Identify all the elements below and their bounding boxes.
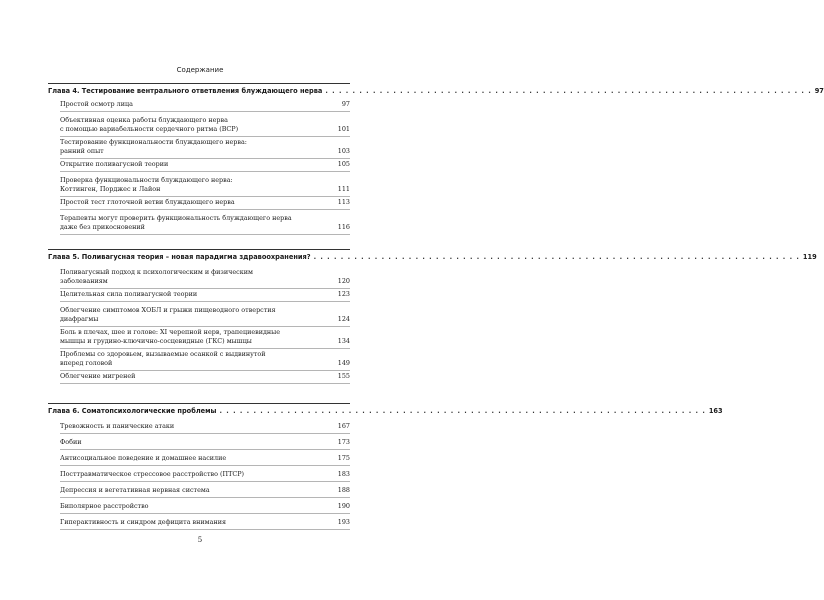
toc-entry[interactable]: [60, 486, 350, 498]
toc-entry-line: [60, 100, 350, 109]
chapter-heading[interactable]: [48, 86, 824, 97]
toc-entry-line: [60, 198, 350, 207]
chapter-page-number: 119: [802, 253, 817, 261]
toc-entry[interactable]: [60, 306, 350, 327]
toc-entry-line: [60, 176, 350, 185]
dot-leader: . . . . . . . . . . . . . . . . . . . . . . . . . . . . . . . . . . . . . . . . . . . . . . . . . . . . . . . . . . . . . . . . . . . . . . . .: [313, 253, 800, 261]
toc-entry[interactable]: [60, 214, 350, 235]
chapter-rule: [48, 83, 350, 84]
toc-entry-page-number: 116: [337, 223, 350, 231]
toc-entry[interactable]: [60, 290, 350, 302]
toc-entry[interactable]: [60, 138, 350, 159]
toc-entry-line: [60, 454, 350, 463]
toc-entry-text: Облегчение мигреней: [60, 372, 136, 380]
toc-entry[interactable]: [60, 350, 350, 371]
dot-leader: . . . . . . . . . . . . . . . . . . . . . . . . . . . . . . . . . . . . . . . . . . . . . . . . . . . . . . . . . . . . . . . . . . . . . . . .: [325, 87, 812, 95]
toc-entry-text: Фобии: [60, 438, 82, 446]
toc-entry[interactable]: [60, 160, 350, 172]
toc-entry-text: Биполярное расстройство: [60, 502, 149, 510]
toc-entry-text: Проблемы со здоровьем, вызываемые осанкой с выдвинутой: [60, 350, 266, 358]
chapter-page-number: 163: [708, 407, 723, 415]
toc-entry-page-number: 120: [337, 277, 350, 285]
toc-entry[interactable]: [60, 518, 350, 530]
toc-entry-line: [60, 470, 350, 479]
toc-entry-text: Облегчение симптомов ХОБЛ и грыжи пищеводного отверстия: [60, 306, 276, 314]
toc-entry-line: [60, 359, 350, 368]
toc-entry[interactable]: [60, 372, 350, 384]
toc-entry-text: Тревожность и панические атаки: [60, 422, 175, 430]
chapter-page-number: 97: [814, 87, 824, 95]
toc-entry-page-number: 167: [337, 422, 350, 430]
toc-entry-page-number: 97: [341, 100, 350, 108]
toc-entry-line: [60, 185, 350, 194]
chapter-heading[interactable]: [48, 252, 817, 263]
toc-entry-text: Объективная оценка работы блуждающего нерва: [60, 116, 228, 124]
chapter-rule: [48, 403, 350, 404]
toc-entry-line: [60, 214, 350, 223]
toc-entry-text: Посттравматическое стрессовое расстройство (ПТСР): [60, 470, 245, 478]
toc-entry-line: [60, 268, 350, 277]
toc-entry-line: [60, 160, 350, 169]
toc-entry-page-number: 123: [337, 290, 350, 298]
toc-entry-text: Депрессия и вегетативная нервная система: [60, 486, 210, 494]
chapter-title: Глава 6. Соматопсихологические проблемы: [48, 407, 217, 415]
toc-entry-page-number: 134: [337, 337, 350, 345]
toc-entry-line: [60, 422, 350, 431]
page-number: 5: [197, 536, 203, 544]
toc-entry-line: [60, 518, 350, 527]
toc-entry[interactable]: [60, 268, 350, 289]
toc-entry[interactable]: [60, 438, 350, 450]
toc-entry-page-number: 105: [337, 160, 350, 168]
toc-entry-line: [60, 138, 350, 147]
toc-entry-text: ранний опыт: [60, 147, 104, 155]
toc-entry-text: Гиперактивность и синдром дефицита внимания: [60, 518, 226, 526]
toc-entry-text: мышцы и грудино-ключично-сосцевидные (ГКС) мышцы: [60, 337, 252, 345]
toc-entry-text: Терапевты могут проверить функциональность блуждающего нерва: [60, 214, 292, 222]
toc-entry-text: Открытие поливагусной теории: [60, 160, 169, 168]
toc-entry-text: заболеваниям: [60, 277, 108, 285]
toc-entry-text: Целительная сила поливагусной теории: [60, 290, 198, 298]
toc-entry[interactable]: [60, 502, 350, 514]
toc-entry-text: Простой осмотр лица: [60, 100, 133, 108]
toc-entry-text: вперед головой: [60, 359, 113, 367]
toc-entry-line: [60, 290, 350, 299]
toc-entry-page-number: 111: [337, 185, 350, 193]
toc-entry-text: Тестирование функциональности блуждающего нерва:: [60, 138, 247, 146]
toc-entry-text: Антисоциальное поведение и домашнее насилие: [60, 454, 227, 462]
toc-entry-text: Проверка функциональности блуждающего нерва:: [60, 176, 233, 184]
running-head: Содержание: [176, 66, 224, 74]
toc-entry-line: [60, 350, 350, 359]
toc-entry-line: [60, 147, 350, 156]
toc-entry-page-number: 183: [337, 470, 350, 478]
toc-entry-page-number: 103: [337, 147, 350, 155]
toc-entry-line: [60, 116, 350, 125]
toc-entry-page-number: 190: [337, 502, 350, 510]
toc-entry-line: [60, 223, 350, 232]
toc-entry-line: [60, 502, 350, 511]
toc-entry-page-number: 175: [337, 454, 350, 462]
toc-entry-text: диафрагмы: [60, 315, 99, 323]
toc-entry-text: Простой тест глоточной ветви блуждающего нерва: [60, 198, 235, 206]
chapter-rule: [48, 249, 350, 250]
toc-entry-page-number: 101: [337, 125, 350, 133]
toc-entry-text: Коттинген, Порджес и Лайон: [60, 185, 161, 193]
chapter-heading[interactable]: [48, 406, 723, 417]
toc-entry[interactable]: [60, 328, 350, 349]
toc-entry[interactable]: [60, 100, 350, 112]
toc-entry-line: [60, 337, 350, 346]
toc-entry-text: даже без прикосновений: [60, 223, 145, 231]
toc-entry[interactable]: [60, 176, 350, 197]
toc-entry-line: [60, 486, 350, 495]
toc-entry-line: [60, 315, 350, 324]
toc-entry-page-number: 188: [337, 486, 350, 494]
toc-entry-page-number: 113: [337, 198, 350, 206]
chapter-title: Глава 5. Поливагусная теория – новая парадигма здравоохранения?: [48, 253, 311, 261]
toc-entry-line: [60, 277, 350, 286]
toc-entry[interactable]: [60, 454, 350, 466]
toc-entry-page-number: 173: [337, 438, 350, 446]
chapter-title: Глава 4. Тестирование вентрального ответвления блуждающего нерва: [48, 87, 323, 95]
toc-entry[interactable]: [60, 116, 350, 137]
toc-entry-text: Боль в плечах, шее и голове: XI черепной нерв, трапециевидные: [60, 328, 281, 336]
toc-entry-line: [60, 328, 350, 337]
toc-entry-line: [60, 125, 350, 134]
toc-entry-text: Поливагусный подход к психологическим и физическим: [60, 268, 253, 276]
toc-entry-page-number: 193: [337, 518, 350, 526]
dot-leader: . . . . . . . . . . . . . . . . . . . . . . . . . . . . . . . . . . . . . . . . . . . . . . . . . . . . . . . . . . . . . . . . . . . . . . . .: [219, 407, 706, 415]
toc-entry-line: [60, 306, 350, 315]
toc-entry-line: [60, 372, 350, 381]
toc-entry[interactable]: [60, 422, 350, 434]
toc-entry-line: [60, 438, 350, 447]
toc-entry-page-number: 155: [337, 372, 350, 380]
toc-entry-page-number: 149: [337, 359, 350, 367]
toc-entry-text: с помощью вариабельности сердечного ритма (ВСР): [60, 125, 239, 133]
toc-entry-page-number: 124: [337, 315, 350, 323]
toc-entry[interactable]: [60, 470, 350, 482]
toc-entry[interactable]: [60, 198, 350, 210]
